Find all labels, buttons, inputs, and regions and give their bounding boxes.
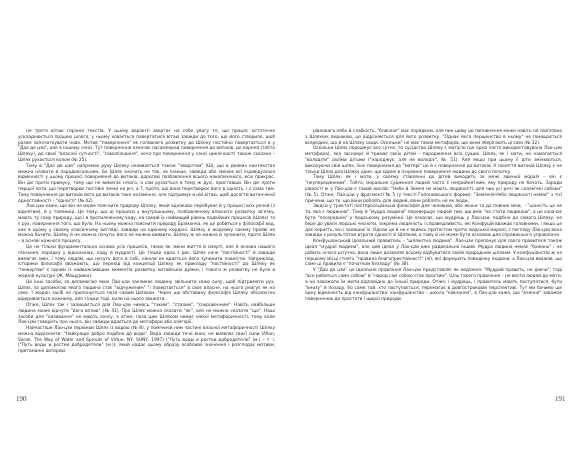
paragraph: Найчастіше Лао-цзи порівнює Шлях із водою (№ 8), у поміченій ним частині власної метафоричності Шляху можна відзначити: "Найкраще добро подібне до води". Вода завжди тече вниз, не виявляє своєї сили (Allan, Sarah. The Way of Water and Sprouts of Virtue, NY, SUNY, 1997) ("Путь воды и ростки добродетели" (м.) – т. і. ("Путь воды и ростки добродетели" (м.)), який надає цьому образу особливо значення і розглядає мотиви, притаманні авторові.: [18, 326, 275, 355]
paragraph: Тому Шлях, як і мати, у своєму ставленні до дітей виходить за межі звичної моралі – він є "неупередженим". Тобто, моральне судження людей часто є неприйнятним, яку природу не бачать. Заради рівності ж у Лао-цзи є такий вислів: "Небо й Земля не мають людяності, для них усі речі як солом'яні собаки" (№ 5). Отже, Лао-цзи у фрагменті № 5 (у тексті Гопоновського форми): "Земля-й-Небо людяності немає" з тієї причини, що те, що вони роблять для людей, вони роблять не як люди.: [305, 175, 562, 204]
left-text-column: [18, 129, 275, 355]
right-page: [290, 0, 580, 451]
paragraph: Звідси у трактаті постпросоціальна філософія для чоловіків, або жінки та до певних меж, – "цінність це не та, яка є людиною". Тому й "мудра людина" перевершує людей тим, що вміє "не стати людиною", а це означає бути "посереднім" у людському розумінні. Це означає, що мудрець у Лао-цзи, подібно до самого Шляху, не бере до уваги людські чесноти, зокрема людяність і справедливість, які Конфуцій вважав головними, і якщо це дає користь, він і залишає їх. Однак це й не є якимсь протестом проти людської моралі; з погляду Лао-цзи вона завжди є результатом втрати єдності зі Шляхом, а тому й не може бути основою для справжнього управління.: [305, 204, 562, 239]
paragraph: Це не тільки фундаментальна основа усіх процесів, таких як зміни життя й смерті, але й основа нашого пізнання, порядку у відносинах, ладу й мудрості. Це тільки одна з рис. Шлях хоче "постійності" й завжди вимагає змін, і тому людям, що несуть його в собі, ніколи не вдається його зупинити повністю. Наприклад, історики філософії вважають, що перехід від концепції Шляху як прикладу "постійності" до Шляху як "пожертви" є одним із найважливіших моментів розвитку китайської думки, і такого ж розвитку не було в жодній культурі (Ж. Мащурика).: [18, 244, 275, 279]
paragraph: Конфуціанський ідеальний правитель – "шляхетна людина". Лао-цзи пропонує для свого правителя також ідеал "мудрої людини", але цей ідеал у Лао-цзи вже радикально інший. Мудра людина немає "бажань" і не робить нічого штучно, вона лише дозволяє всьому відбуватися своїм природним шляхом. У конфуціанстві ж на першому місці стоять "правила благопристойності" (лі), які формують поведінку людини, а Лао-цзи вважав, що саме ці правила є "початком безладу" (№ 38).: [305, 239, 562, 268]
paragraph: рівновага небо й слабкість, "блискає" має порядком, але пин циму це поповнення може навіть не пов'язано з Шляхом, вершкою, це відрізняється для його розвитку. "Однак його першенство в ньому" не поміщається всередині, що й на Шляху сюди. Оскільки" не має таких метафорів, що вони зберігають ці самі (№ 32).: [305, 129, 562, 146]
paragraph: У "Дао де цзи" це ідеальне правління Лао-цзи представляє як недіяння: "Мудрий править, не діючи"; тоді "все робиться само собою" й "народ сам собою стає простим". Ціль такого правління – не вести людей до мети, а не заважати їм жити відповідно до їхньої природи. Отже, і мудрець, і правитель мають поступатися, бути "внизу" й позаду, бо саме той, хто поступається, перемагає в довгостроковій перспективі. Тут ми бачимо ще одну відмінність від конфуціанства: конфуціанство – школа "навчання", а Лао-цзи каже, що "вчення" заважає поверненню до простоти і щирої природи.: [305, 268, 562, 303]
paragraph: Це інші засоби, за допомогою яких Лао-цзи закликає людину звільнити свою силу, щоб підтримати рух. Шлях, за допомогою якого людина стає "відчуженим" "і повертається" в своє власне, на нього реагує як на своє. І жоден засіб не пропонується поза самим Шляхом. Через цю обставину філософія Шляху абсолютно відкривається кожному, але тільки тоді, коли на нього зважати.: [18, 279, 275, 303]
paragraph: Оскільки Шлях породжує все сутнє, то сусідство Шляху є матір'ю (це одна часто використовувана Лао-цзи метафора), яка засновує й тримає своїх дітей – породження всіх сущих. Шлях, як і мати, не намагається "володіти" своїми дітьми ("народжує, але не володіє", № 51). Але якщо при цьому її діти змінюються, виконуючи свій шлях, їхнє повернення до "матері" це й є повернення до витоків. А поняття витоків Шляху є не тільки Шлях для Шляху одне, що єдине в існуванні повернення людини до свого початку.: [305, 146, 562, 175]
page-number: 191: [555, 395, 566, 403]
page-number: 190: [16, 395, 27, 403]
right-text-column: [305, 129, 562, 303]
paragraph: Тому в "Дао де цзи" напрямок руху Шляху називається також "зворотом" (Ш), що в деяких контекстах можна назвати й парадоксальним. Бо Шлях значить не так, як інакше, завжди або змінює всі індивідуальні відмінності у цьому процесі повернення до витоків, дорогою позбавлення всього накопиченого, всіх прикрас. Він діє проти примусу, тому що не вимагає нічого, а сам рухається в тому ж дусі, приставши. Він діє проти першої поти, що перетворює постійні зміни на річ, а 7, проте, що вона перетворює його в єдність, і є сама тим. Тому повернення до витоків його до витоків таке незамінне, але підтримує в ній вітаю, щоб досягти витонченої одностайності – "єдності" (№ 42).: [18, 163, 275, 204]
paragraph: ня третя вітаю горіння текстів. У цьому варіанті звертає на себе увагу те, що процес остаточно ускладнюється працею цілого, у ньому ховається повертатися вітаю завжди до того, що його створило, щоб разом започаткувати нове. Мотив "повернення" як головного розвитку до Шлеху постійно повертається в у "Дао де цзи", але в іншому сенсі. Тут повернення означає насамперед повернення до витоків, до кореня (тобто Шляху), до своєї "власної сутності", "самопізнання", хоча про повернення у сенсі циклічності також сказано – Шлях рухається колом (№ 25).: [18, 129, 275, 163]
paragraph: Лао-цзи каже, що він не може пояснити природу Шляху, який однаково перебуває й у процесі всіх речей (з віднятим), й у таємниці. Це тому, що ці процеси у внутрішньому, позбавленому власного розвитку зв'язку, мають ту саму природу, що і в протилежному ходу, на самий їх найвищий рівень подвійних процесів (Шлях) та є рух, повернення того, що було. На ньому можна пояснити природу Браманна, як це робиться у філософії вед, але в цьому у своєму класичному вигляді, завжди на єдиному кордоні. Шляху в жодному своєму прояві не можна бачити. Шляху й не можна почути, його не можна виявити. Шляху ж не можна й зупинити, проте Шлях – в основі кожного процесу.: [18, 204, 275, 245]
paragraph: Отже, Шлях так і залишається для Лао-цзи чимось "таким", "сталим", "сокровенним". Навіть найбільше людина може відчути "його вплив" (№ 41). Про Шлях можна сказати "як", але не можна сказати "що". Наші засоби для "називання" не мають сенсу, а отже, поза цим Шляхом немає ніякої метафоричності, тому коли Лао-цзи говорить про нього, він завжди вдається до метафори або алегорії.: [18, 302, 275, 326]
